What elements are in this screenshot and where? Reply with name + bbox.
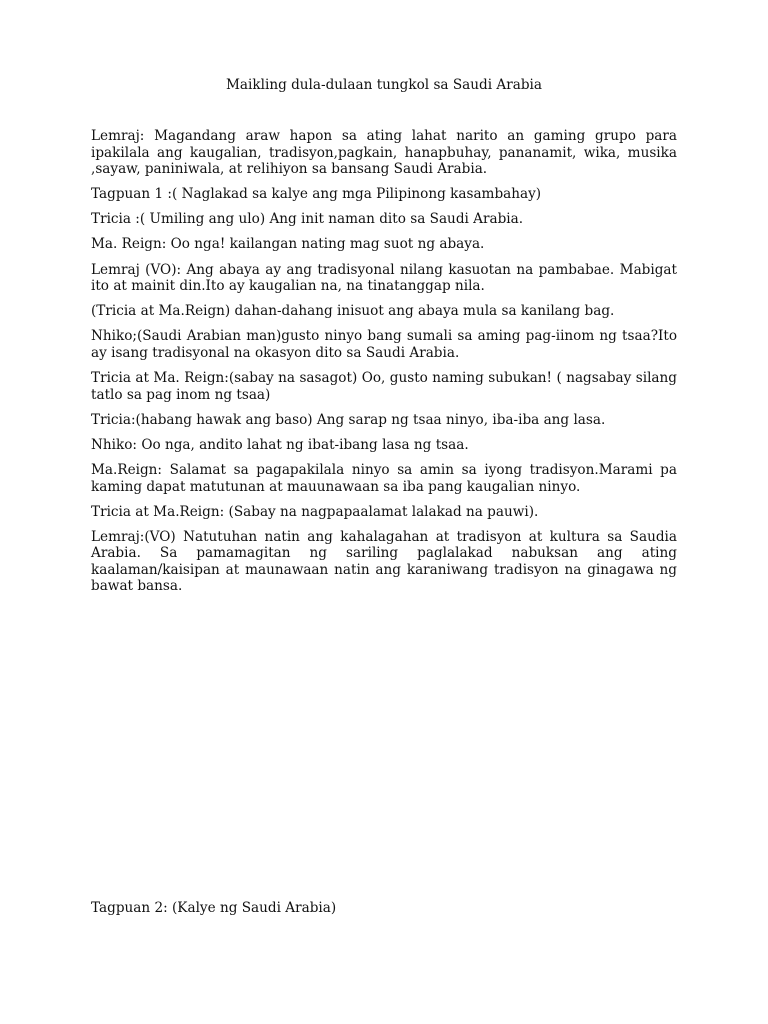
paragraph-tricia-line-2: Tricia:(habang hawak ang baso) Ang sarap ng tsaa ninyo, iba-iba ang lasa.	[91, 411, 606, 428]
paragraph-ma-reign-line-1: Ma. Reign: Oo nga! kailangan nating mag suot ng abaya.	[91, 236, 485, 253]
paragraph-tagpuan-1: Tagpuan 1 :( Naglakad sa kalye ang mga Pilipinong kasambahay)	[91, 186, 542, 203]
paragraph-nhiko-line-2: Nhiko: Oo nga, andito lahat ng ibat-ibang lasa ng tsaa.	[91, 436, 469, 453]
paragraph-ma-reign-line-2: Ma.Reign: Salamat sa pagapakilala ninyo sa amin sa iyong tradisyon.Marami pa kaming dapat matutunan at mauunawaan sa iba pang kaugalian ninyo.	[91, 461, 677, 495]
document-title: Maikling dula-dulaan tungkol sa Saudi Arabia	[226, 77, 542, 93]
paragraph-nhiko-line-1: Nhiko;(Saudi Arabian man)gusto ninyo bang sumali sa aming pag-iinom ng tsaa?Ito ay isang tradisyonal na okasyon dito sa Saudi Arabia.	[91, 328, 677, 361]
paragraph-lemraj-vo-abaya: Lemraj (VO): Ang abaya ay ang tradisyonal nilang kasuotan na pambabae. Mabigat ito at mainit din.Ito ay kaugalian na, na tinatanggap nila.	[91, 261, 677, 295]
paragraph-stage-direction-abaya: (Tricia at Ma.Reign) dahan-dahang inisuot ang abaya mula sa kanilang bag.	[91, 303, 615, 320]
paragraph-lemraj-vo-closing: Lemraj:(VO) Natutuhan natin ang kahalagahan at tradisyon at kultura sa Saudia Arabia. Sa pamamagitan ng sariling paglalakad nabuksan ang ating kaalaman/kaisipan at maunawaan natin ang karaniwang tradisyon na ginagawa ng bawat bansa.	[91, 528, 677, 595]
paragraph-tagpuan-2: Tagpuan 2: (Kalye ng Saudi Arabia)	[91, 900, 337, 916]
paragraph-tricia-ma-reign-answer: Tricia at Ma. Reign:(sabay na sasagot) Oo, gusto naming subukan! ( nagsabay silang tatlo sa pag inom ng tsaa)	[91, 370, 677, 403]
paragraph-tricia-line-1: Tricia :( Umiling ang ulo) Ang init naman dito sa Saudi Arabia.	[91, 211, 524, 228]
paragraph-stage-direction-leave: Tricia at Ma.Reign: (Sabay na nagpapaalamat lalakad na pauwi).	[91, 503, 539, 520]
document-body	[91, 128, 677, 604]
paragraph-lemraj-intro: Lemraj: Magandang araw hapon sa ating lahat narito an gaming grupo para ipakilala ang kaugalian, tradisyon,pagkain, hanapbuhay, pananamit, wika, musika ,sayaw, paniniwala, at relihiyon sa bansang Saudi Arabia.	[91, 128, 677, 178]
